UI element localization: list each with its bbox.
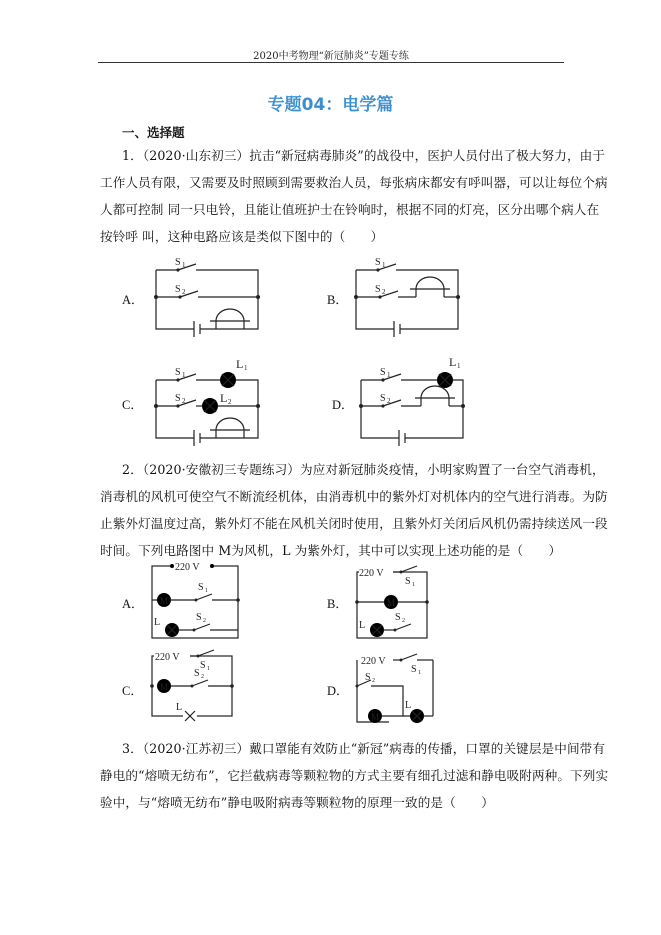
q1-line-3: 人都可控制 同一只电铃，且能让值班护士在铃响时，根据不同的灯亮，区分出哪个病人在 xyxy=(100,202,600,217)
q1-option-b[interactable]: B． xyxy=(327,293,348,307)
q1-option-d[interactable]: D． xyxy=(332,398,354,412)
q1-option-a[interactable]: A． xyxy=(122,293,144,307)
q1b-s1-label: S xyxy=(375,257,381,268)
header-divider xyxy=(98,62,564,63)
q2-option-c[interactable]: C． xyxy=(122,684,143,698)
q2a-lamp: L xyxy=(154,617,161,628)
q2a-s2-sub: 2 xyxy=(203,618,206,624)
q2a-s2: S xyxy=(196,612,202,623)
q1-circuit-c xyxy=(150,357,265,445)
q2b-voltage: 220 V xyxy=(359,568,384,579)
q2-option-d[interactable]: D． xyxy=(327,684,349,698)
q1d-s1-label: S xyxy=(380,367,386,378)
q1b-s2-label: S xyxy=(375,284,381,295)
q2b-motor: M xyxy=(387,598,396,608)
q1c-s1-sub: 1 xyxy=(182,371,186,379)
q2c-s1: S xyxy=(200,660,206,671)
q1-line-4: 按铃呼 叫，这种电路应该是类似下图中的（ ） xyxy=(100,229,384,244)
q1-option-c[interactable]: C． xyxy=(122,398,143,412)
q1c-s2-sub: 2 xyxy=(182,397,186,405)
q2-line-1: 2．（2020·安徽初三专题练习）为应对新冠肺炎疫情，小明家购置了一台空气消毒机， xyxy=(122,462,605,477)
q2c-lamp: L xyxy=(176,702,183,713)
section-heading: 一、选择题 xyxy=(122,125,185,140)
q1d-s2-label: S xyxy=(380,393,386,404)
q2d-s2-sub: 2 xyxy=(372,678,375,684)
q2c-s2-sub: 2 xyxy=(201,674,204,680)
q2a-s1-sub: 1 xyxy=(205,588,208,594)
q2d-voltage: 220 V xyxy=(361,656,386,667)
q2c-s1-sub: 1 xyxy=(207,666,210,672)
q1b-s1-sub: 1 xyxy=(382,261,386,269)
q1c-s1-label: S xyxy=(175,367,181,378)
q1a-s1-label: S xyxy=(175,257,181,268)
q2d-s1-sub: 1 xyxy=(418,670,421,676)
q1a-s2-label: S xyxy=(175,284,181,295)
q1-line-1: 1．（2020·山东初三）抗击“新冠病毒肺炎”的战役中，医护人员付出了极大努力，由于 xyxy=(122,148,606,163)
q1d-s1-sub: 1 xyxy=(387,371,391,379)
q1d-l1-label: L xyxy=(449,355,457,369)
q2d-s2: S xyxy=(365,672,371,683)
q2-circuit-a xyxy=(150,562,240,642)
q2b-s1-sub: 1 xyxy=(412,582,415,588)
q1a-s1-sub: 1 xyxy=(182,261,186,269)
q2d-lamp: L xyxy=(405,700,412,711)
q2c-s2: S xyxy=(194,668,200,679)
q1-circuit-d xyxy=(355,355,470,445)
q1d-l1-sub: 1 xyxy=(457,362,461,370)
q2c-voltage: 220 V xyxy=(155,652,180,663)
q1c-l1-label: L xyxy=(236,357,244,371)
q2-line-4: 时间。下列电路图中 M为风机，L 为紫外灯，其中可以实现上述功能的是（ ） xyxy=(100,543,562,558)
q1-line-2: 工作人员有限，又需要及时照顾到需要救治人员，每张病床都安有呼叫器，可以让每位个病 xyxy=(100,175,608,190)
q1c-l2-label: L xyxy=(220,391,228,405)
q2-line-3: 止紫外灯温度过高，紫外灯不能在风机关闭时使用，且紫外灯关闭后风机仍需持续送风一段 xyxy=(100,516,608,531)
q2b-s2-sub: 2 xyxy=(402,618,405,624)
q1-circuit-a xyxy=(150,255,265,335)
q1c-l1-sub: 1 xyxy=(244,364,248,372)
q2-circuit-b xyxy=(355,562,445,642)
q2a-voltage: 220 V xyxy=(175,562,200,573)
q1a-s2-sub: 2 xyxy=(182,288,186,296)
q2b-lamp: L xyxy=(359,620,366,631)
q2-option-a[interactable]: A． xyxy=(122,597,144,611)
q3-line-1: 3．（2020·江苏初三）戴口罩能有效防止“新冠”病毒的传播，口罩的关键层是中间带有 xyxy=(122,741,606,756)
q2-option-b[interactable]: B． xyxy=(327,597,348,611)
q1c-l2-sub: 2 xyxy=(228,398,232,406)
q2-circuit-d xyxy=(355,650,445,730)
q2c-motor: M xyxy=(160,682,169,692)
q1-circuit-b xyxy=(350,255,465,335)
q2d-motor: M xyxy=(371,712,380,722)
q2a-motor: M xyxy=(160,596,169,606)
q1c-s2-label: S xyxy=(175,393,181,404)
q2d-s1: S xyxy=(411,664,417,675)
q2a-s1: S xyxy=(198,582,204,593)
q2b-s2: S xyxy=(395,612,401,623)
q3-line-2: 静电的“熔喷无纺布”，它拦截病毒等颗粒物的方式主要有细孔过滤和静电吸附两种。下列实 xyxy=(100,768,609,783)
q1d-s2-sub: 2 xyxy=(387,397,391,405)
q1b-s2-sub: 2 xyxy=(382,288,386,296)
q3-line-3: 验中，与“熔喷无纺布”静电吸附病毒等颗粒物的原理一致的是（ ） xyxy=(100,795,494,810)
q2-line-2: 消毒机的风机可使空气不断流经机体，由消毒机中的紫外灯对机体内的空气进行消毒。为防 xyxy=(100,489,608,504)
page-header: 2020中考物理“新冠肺炎”专题专练 xyxy=(253,51,409,62)
page-title: 专题04：电学篇 xyxy=(267,95,394,115)
q2-circuit-c xyxy=(150,650,240,722)
q2b-s1: S xyxy=(405,576,411,587)
